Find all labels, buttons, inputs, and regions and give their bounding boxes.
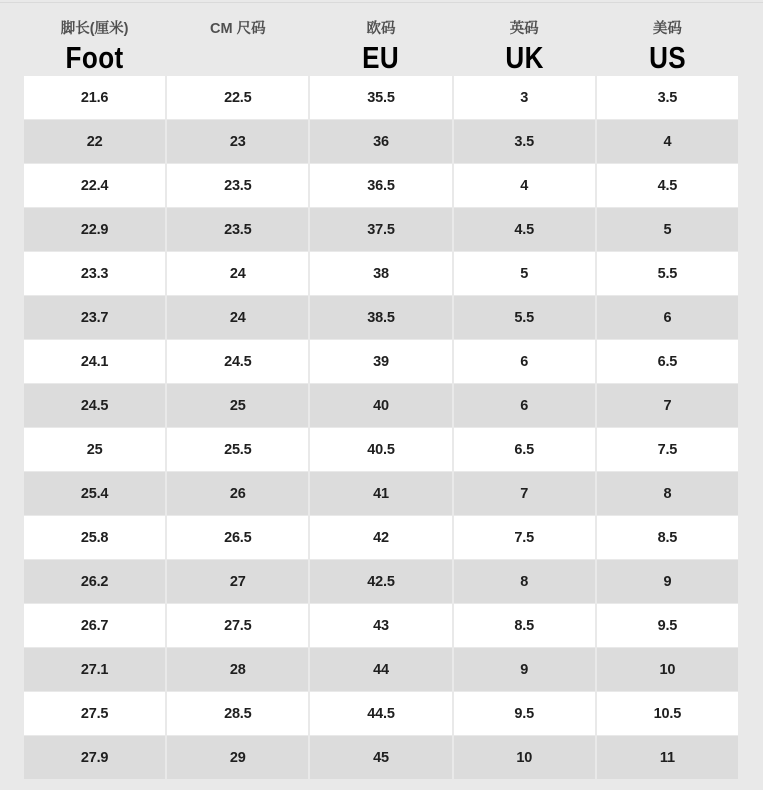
table-cell: 28.5: [167, 692, 308, 735]
table-cell: 44: [310, 648, 451, 691]
table-cell: 27.5: [24, 692, 165, 735]
table-cell: 27.1: [24, 648, 165, 691]
table-cell: 26.7: [24, 604, 165, 647]
table-cell: 37.5: [310, 208, 451, 251]
table-row: [24, 516, 738, 559]
table-cell: 24.5: [24, 384, 165, 427]
column-header-en-label: EU: [362, 40, 400, 75]
table-cell: 40: [310, 384, 451, 427]
table-row: [24, 692, 738, 735]
table-cell: 6: [597, 296, 738, 339]
table-cell: 8.5: [597, 516, 738, 559]
table-cell: 22.4: [24, 164, 165, 207]
table-cell: 22.5: [167, 76, 308, 119]
table-cell: 25: [24, 428, 165, 471]
table-cell: 8.5: [454, 604, 595, 647]
column-header-en-label: UK: [504, 40, 544, 75]
table-cell: 27: [167, 560, 308, 603]
table-header-row: [24, 0, 738, 76]
table-cell: 24: [167, 252, 308, 295]
table-cell: 39: [310, 340, 451, 383]
table-cell: 3.5: [597, 76, 738, 119]
shoe-size-conversion-table: [24, 0, 738, 780]
table-cell: 25.8: [24, 516, 165, 559]
table-cell: 5: [454, 252, 595, 295]
table-cell: 8: [454, 560, 595, 603]
table-cell: 45: [310, 736, 451, 779]
table-row: [24, 164, 738, 207]
table-cell: 4.5: [454, 208, 595, 251]
table-row: [24, 384, 738, 427]
table-cell: 23.7: [24, 296, 165, 339]
table-cell: 9: [454, 648, 595, 691]
table-cell: 10: [454, 736, 595, 779]
table-cell: 4.5: [597, 164, 738, 207]
table-cell: 24.1: [24, 340, 165, 383]
table-row: [24, 252, 738, 295]
table-cell: 7: [597, 384, 738, 427]
table-cell: 42.5: [310, 560, 451, 603]
table-row: [24, 428, 738, 471]
table-row: [24, 472, 738, 515]
table-body: [24, 76, 738, 779]
column-header-zh-label: CM 尺码: [209, 21, 266, 37]
table-cell: 42: [310, 516, 451, 559]
table-row: [24, 76, 738, 119]
table-row: [24, 648, 738, 691]
table-row: [24, 560, 738, 603]
table-cell: 27.9: [24, 736, 165, 779]
table-cell: 6.5: [454, 428, 595, 471]
table-cell: 29: [167, 736, 308, 779]
table-cell: 23: [167, 120, 308, 163]
column-header-us-size: [597, 20, 738, 76]
table-cell: 5: [597, 208, 738, 251]
table-cell: 7.5: [597, 428, 738, 471]
table-cell: 25: [167, 384, 308, 427]
table-cell: 26: [167, 472, 308, 515]
column-header-zh-label: 欧码: [366, 21, 396, 37]
table-row: [24, 736, 738, 779]
table-cell: 4: [597, 120, 738, 163]
table-cell: 10.5: [597, 692, 738, 735]
table-cell: 6: [454, 340, 595, 383]
table-cell: 38.5: [310, 296, 451, 339]
table-cell: 23.3: [24, 252, 165, 295]
column-header-en-label: [178, 41, 297, 76]
table-row: [24, 604, 738, 647]
table-cell: 4: [454, 164, 595, 207]
table-cell: 28: [167, 648, 308, 691]
column-header-eu-size: [310, 20, 451, 76]
table-cell: 36: [310, 120, 451, 163]
table-cell: 10: [597, 648, 738, 691]
table-cell: 35.5: [310, 76, 451, 119]
table-cell: 8: [597, 472, 738, 515]
table-cell: 25.5: [167, 428, 308, 471]
table-cell: 25.4: [24, 472, 165, 515]
table-cell: 7: [454, 472, 595, 515]
table-cell: 38: [310, 252, 451, 295]
column-header-zh-label: 脚长(厘米): [60, 21, 129, 37]
table-cell: 9.5: [454, 692, 595, 735]
table-cell: 5.5: [597, 252, 738, 295]
column-header-zh-label: 英码: [509, 21, 539, 37]
table-cell: 43: [310, 604, 451, 647]
table-cell: 9.5: [597, 604, 738, 647]
table-cell: 26.2: [24, 560, 165, 603]
table-cell: 26.5: [167, 516, 308, 559]
table-cell: 6: [454, 384, 595, 427]
table-cell: 40.5: [310, 428, 451, 471]
column-header-foot-length: [24, 20, 165, 76]
table-cell: 9: [597, 560, 738, 603]
column-header-zh-label: 美码: [652, 21, 682, 37]
table-cell: 24.5: [167, 340, 308, 383]
table-cell: 6.5: [597, 340, 738, 383]
table-cell: 21.6: [24, 76, 165, 119]
table-row: [24, 340, 738, 383]
table-cell: 44.5: [310, 692, 451, 735]
table-cell: 7.5: [454, 516, 595, 559]
column-header-cm-size: [167, 20, 308, 76]
table-cell: 27.5: [167, 604, 308, 647]
table-cell: 23.5: [167, 208, 308, 251]
table-cell: 24: [167, 296, 308, 339]
table-cell: 3.5: [454, 120, 595, 163]
table-row: [24, 296, 738, 339]
table-cell: 11: [597, 736, 738, 779]
table-cell: 22: [24, 120, 165, 163]
table-row: [24, 120, 738, 163]
table-cell: 5.5: [454, 296, 595, 339]
table-cell: 36.5: [310, 164, 451, 207]
table-cell: 23.5: [167, 164, 308, 207]
table-cell: 41: [310, 472, 451, 515]
table-cell: 3: [454, 76, 595, 119]
table-row: [24, 208, 738, 251]
column-header-uk-size: [454, 20, 595, 76]
table-cell: 22.9: [24, 208, 165, 251]
column-header-en-label: US: [648, 40, 686, 75]
column-header-en-label: Foot: [65, 40, 124, 75]
